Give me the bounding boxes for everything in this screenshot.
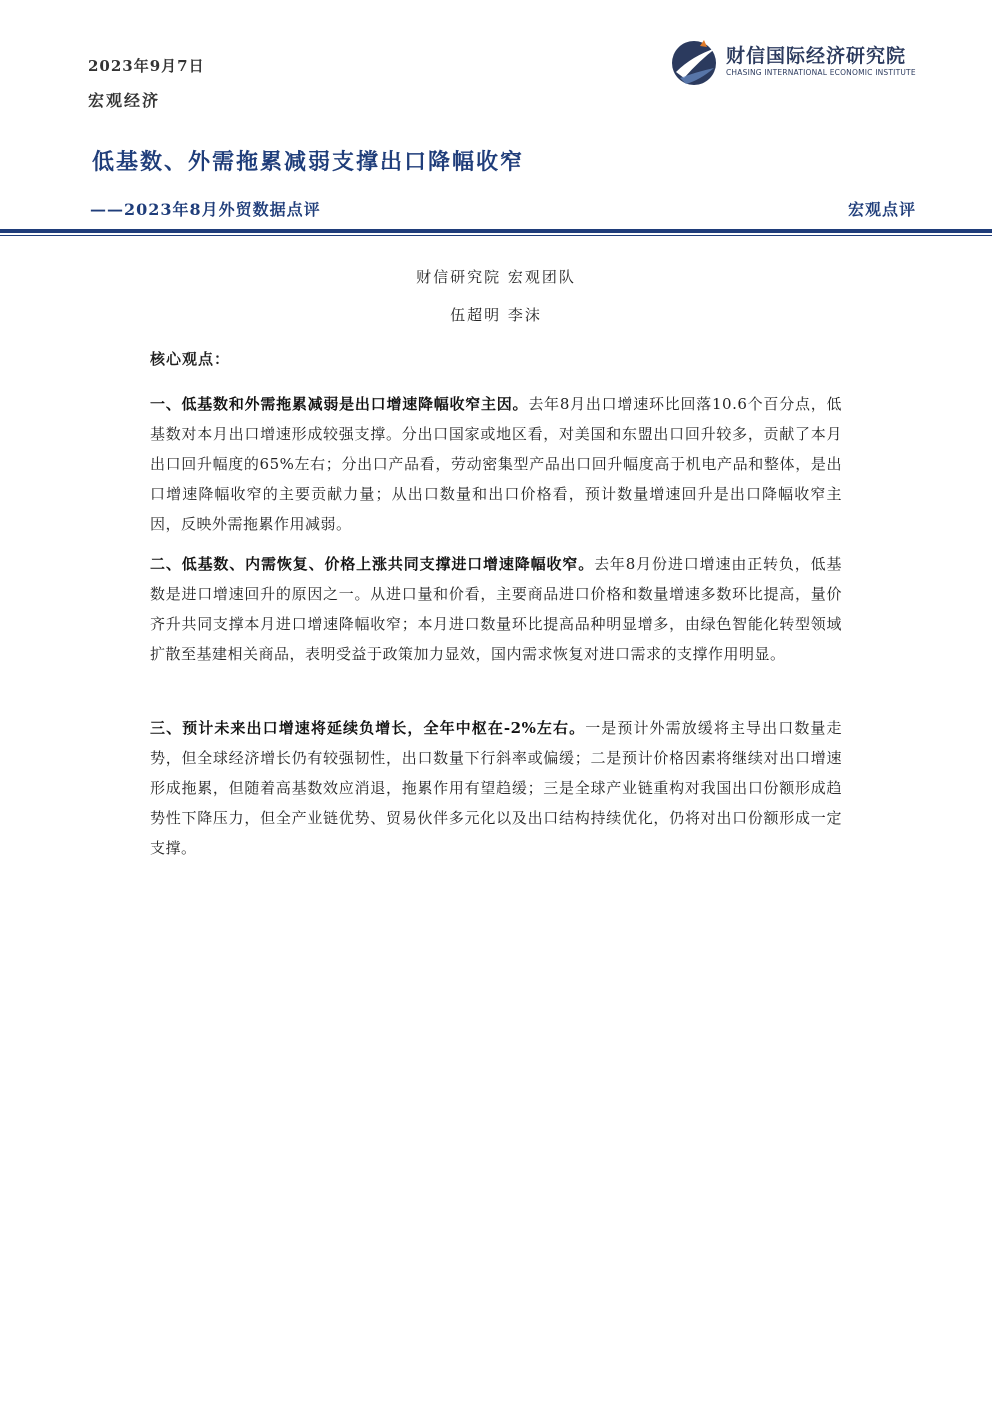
research-team: 财信研究院 宏观团队 [416,268,576,286]
core-point-body: 去年8月出口增速环比回落10.6个百分点，低基数对本月出口增速形成较强支撑。分出口国家或地区看，对美国和东盟出口回升较多，贡献了本月出口回升幅度的65%左右；分出口产品看，劳动密集型产品出口回升幅度高于机电产品和整体，是出口增速降幅收窄的主要贡献力量；从出口数量和出口价格看，预计数量增速回升是出口降幅收窄主因，反映外需拖累作用减弱。 [150,395,842,533]
logo-chinese-name: 财信国际经济研究院 [726,45,907,67]
core-point-body: 去年8月份进口增速由正转负，低基数是进口增速回升的原因之一。从进口量和价看，主要商品进口价格和数量增速多数环比提高，量价齐升共同支撑本月进口增速降幅收窄；本月进口数量环比提高品种明显增多，由绿色智能化转型领域扩散至基建相关商品，表明受益于政策加力显效，国内需求恢复对进口需求的支撑作用明显。 [150,555,842,663]
report-subtitle: ——2023年8月外贸数据点评 [90,200,321,219]
logo-emblem-icon [670,38,722,88]
header-divider-thin [0,235,992,236]
authors: 伍超明 李沫 [450,306,542,324]
report-category: 宏观经济 [88,91,161,110]
header-divider [0,229,992,233]
report-type: 宏观点评 [847,200,916,219]
core-point-lead: 一、低基数和外需拖累减弱是出口增速降幅收窄主因。 [150,395,529,413]
core-point-lead: 二、低基数、内需恢复、价格上涨共同支撑进口增速降幅收窄。 [150,555,595,573]
core-views-heading: 核心观点： [150,350,231,368]
core-point-2 [150,549,842,669]
report-title: 低基数、外需拖累减弱支撑出口降幅收窄 [92,149,525,175]
core-point-3 [150,713,842,863]
core-point-lead: 三、预计未来出口增速将延续负增长，全年中枢在-2%左右。 [150,719,586,737]
logo-english-name: CHASING INTERNATIONAL ECONOMIC INSTITUTE [726,68,916,77]
report-date: 2023年9月7日 [88,57,205,75]
core-point-1 [150,389,842,539]
core-point-body: 一是预计外需放缓将主导出口数量走势，但全球经济增长仍有较强韧性，出口数量下行斜率或偏缓；二是预计价格因素将继续对出口增速形成拖累，但随着高基数效应消退，拖累作用有望趋缓；三是全球产业链重构对我国出口份额形成趋势性下降压力，但全产业链优势、贸易伙伴多元化以及出口结构持续优化，仍将对出口份额形成一定支撑。 [150,719,842,857]
